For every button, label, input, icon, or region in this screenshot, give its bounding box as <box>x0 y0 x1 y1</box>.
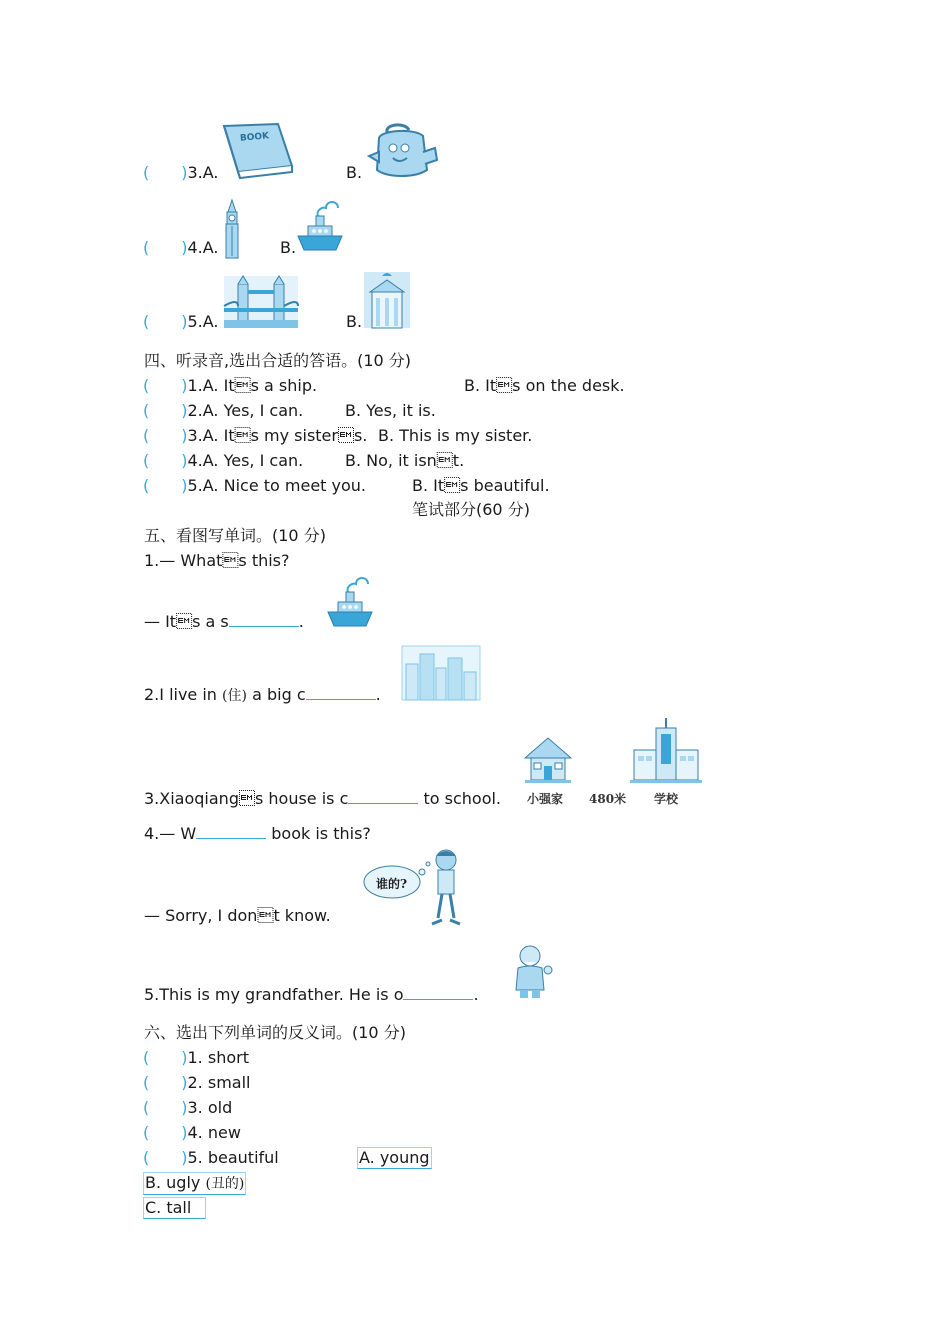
option-a: A. young <box>359 1148 430 1167</box>
listening-item-3: ( )3.A. <box>143 163 219 182</box>
q4-line1: 4.— W book is this? <box>144 824 371 843</box>
hint-text: (丑的) <box>205 1176 245 1192</box>
school-icon <box>630 718 702 784</box>
option-a-label: 3.A. <box>187 163 219 182</box>
option-b-text: B. This is my sister. <box>378 426 533 445</box>
grandfather-icon <box>508 944 556 1000</box>
book-icon <box>220 122 295 180</box>
school-label: 学校 <box>654 792 679 806</box>
option-a-text: 5.A. Nice to meet you. <box>187 476 367 495</box>
home-label: 小强家 <box>527 792 564 806</box>
option-a-text: 2.A. Yes, I can. <box>187 401 304 420</box>
answer-paren-open[interactable]: ( <box>143 312 150 331</box>
house-icon <box>523 736 573 784</box>
answer-blank[interactable] <box>229 612 299 627</box>
section-6-title: 六、选出下列单词的反义词。(10 分) <box>144 1023 406 1042</box>
word-row: ( )3. old <box>143 1098 233 1117</box>
option-b-label: B. <box>280 238 297 257</box>
answer-paren-open[interactable]: ( <box>143 1073 150 1092</box>
listening-item-4: ( )4.A. <box>143 238 219 257</box>
word-text: 4. new <box>187 1123 241 1142</box>
word-text: 3. old <box>187 1098 233 1117</box>
option-a-label: 4.A. <box>187 238 219 257</box>
option-b-label: B. <box>346 163 363 182</box>
q3-line: 3.Xiaoqiangs house is c to school. <box>144 789 502 808</box>
answer-paren-open[interactable]: ( <box>143 426 150 445</box>
palace-icon <box>364 272 410 328</box>
option-b: B. ugly (丑的) <box>143 1172 246 1195</box>
q1-line1: 1.— Whats this? <box>144 551 290 570</box>
question-row: ( )4.A. Yes, I can. <box>143 451 304 470</box>
question-row: ( )3.A. Its my sisters. <box>143 426 368 445</box>
option-a-text: 4.A. Yes, I can. <box>187 451 304 470</box>
big-ben-icon <box>222 200 242 258</box>
option-a-text: 3.A. Its my sisters. <box>187 426 368 445</box>
q4-line2: — Sorry, I dont know. <box>144 906 331 925</box>
question-row: ( )2.A. Yes, I can. <box>143 401 304 420</box>
word-row: ( )2. small <box>143 1073 251 1092</box>
answer-paren-open[interactable]: ( <box>143 238 150 257</box>
listening-item-5: ( )5.A. <box>143 312 219 331</box>
schoolbag-icon <box>365 122 440 180</box>
answer-paren-open[interactable]: ( <box>143 451 150 470</box>
answer-blank[interactable] <box>403 985 473 1000</box>
answer-paren-open[interactable]: ( <box>143 1123 150 1142</box>
option-b-text: B. Its on the desk. <box>464 376 625 395</box>
option-b-text: B. Yes, it is. <box>345 401 436 420</box>
option-c: C. tall <box>143 1197 206 1219</box>
word-row: ( )4. new <box>143 1123 241 1142</box>
option-b-text: B. Its beautiful. <box>412 476 550 495</box>
answer-paren-open[interactable]: ( <box>143 476 150 495</box>
answer-paren-open[interactable]: ( <box>143 163 150 182</box>
speech-bubble-text: 谁的? <box>376 877 408 891</box>
answer-paren-open[interactable]: ( <box>143 401 150 420</box>
ship-icon <box>326 572 374 628</box>
written-part-heading: 笔试部分(60 分) <box>412 500 530 519</box>
option-a-text: 1.A. Its a ship. <box>187 376 318 395</box>
q5-line: 5.This is my grandfather. He is o . <box>144 985 479 1004</box>
word-row: ( )1. short <box>143 1048 249 1067</box>
option-a-label: 5.A. <box>187 312 219 331</box>
word-text: 1. short <box>187 1048 249 1067</box>
book-cover-text: BOOK <box>239 131 270 144</box>
answer-paren-open[interactable]: ( <box>143 376 150 395</box>
answer-blank[interactable] <box>306 685 376 700</box>
section-4-title: 四、听录音,选出合适的答语。(10 分) <box>144 351 412 370</box>
answer-paren-open[interactable]: ( <box>143 1048 150 1067</box>
word-row: ( )5. beautiful <box>143 1148 279 1167</box>
tower-bridge-icon <box>224 276 298 328</box>
answer-blank[interactable] <box>196 824 266 839</box>
q1-line2: — Its a s . <box>144 612 304 631</box>
word-text: 5. beautiful <box>187 1148 279 1167</box>
question-row: ( )1.A. Its a ship. <box>143 376 318 395</box>
answer-paren-open[interactable]: ( <box>143 1148 150 1167</box>
hint-text: (住) <box>222 688 247 704</box>
section-5-title: 五、看图写单词。(10 分) <box>144 526 326 545</box>
answer-paren-open[interactable]: ( <box>143 1098 150 1117</box>
distance-label: 480米 <box>589 792 627 806</box>
answer-blank[interactable] <box>348 789 418 804</box>
q2-line: 2.I live in (住) a big c . <box>144 685 381 704</box>
word-text: 2. small <box>187 1073 251 1092</box>
ship-icon <box>296 196 344 254</box>
option-b-label: B. <box>346 312 363 331</box>
city-icon <box>402 646 480 700</box>
option-b-text: B. No, it isnt. <box>345 451 465 470</box>
question-row: ( )5.A. Nice to meet you. <box>143 476 367 495</box>
